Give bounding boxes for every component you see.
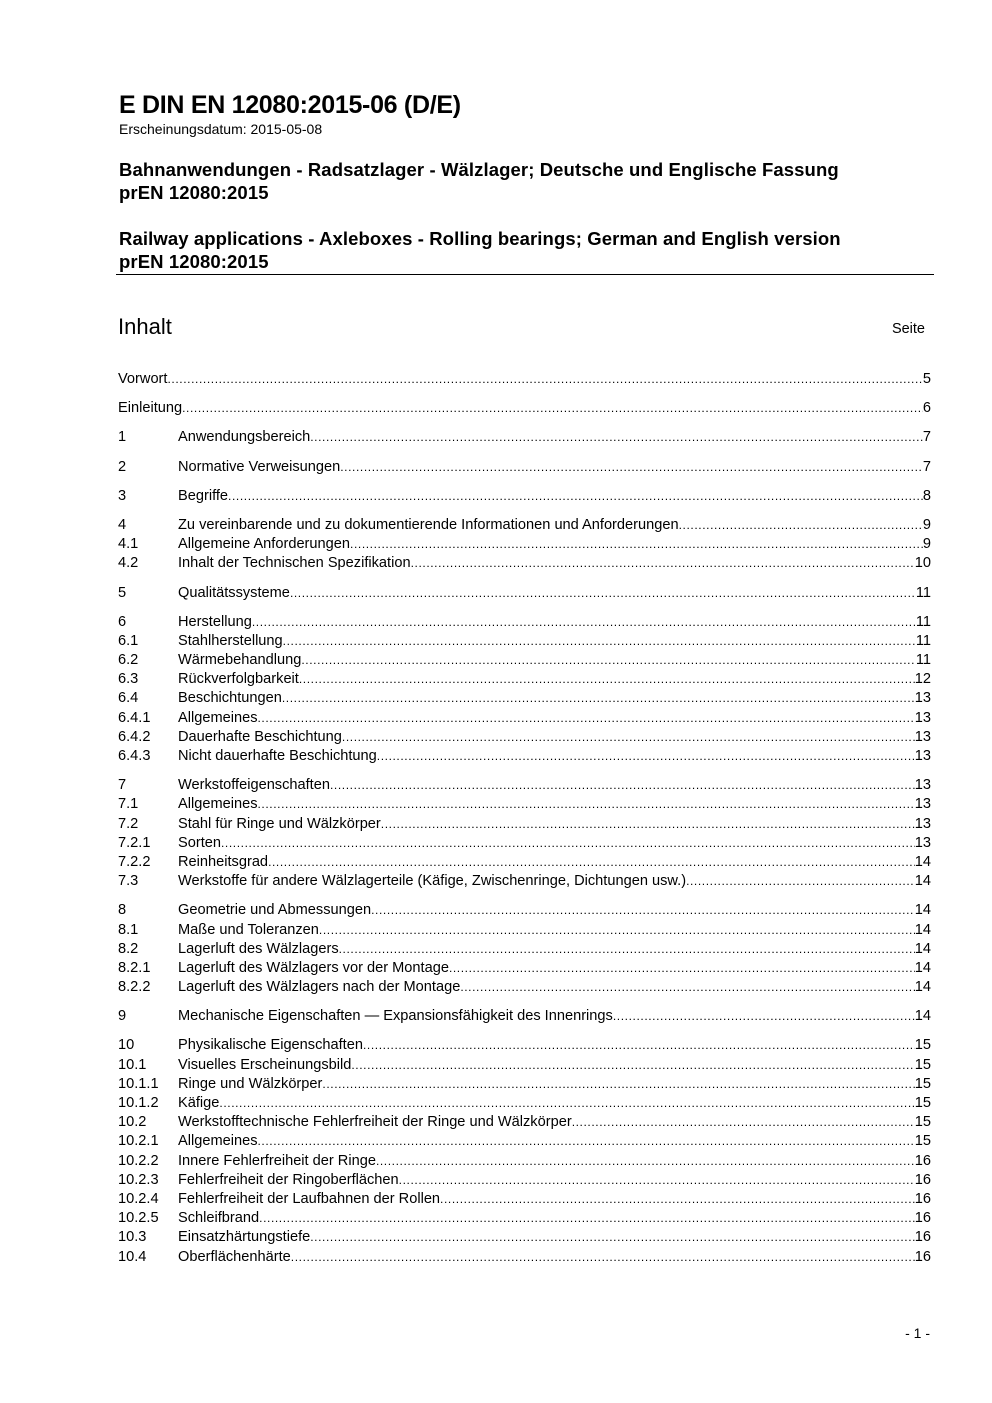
toc-entry-title: Herstellung xyxy=(178,613,252,630)
toc-entry[interactable] xyxy=(118,853,931,872)
toc-entry-title: Zu vereinbarende und zu dokumentierende Informationen und Anforderungen xyxy=(178,516,679,533)
toc-dot-leader xyxy=(258,709,915,728)
toc-entry[interactable] xyxy=(118,978,931,997)
toc-entry[interactable] xyxy=(118,795,931,814)
toc-entry-title: Qualitätssysteme xyxy=(178,584,290,601)
toc-entry-page: 13 xyxy=(914,748,931,764)
toc-entry-page: 16 xyxy=(914,1229,931,1246)
toc-dot-leader xyxy=(376,1152,915,1171)
toc-entry-title: Allgemeine Anforderungen xyxy=(178,536,351,553)
toc-entry[interactable] xyxy=(118,901,931,920)
toc-entry-number: 4.2 xyxy=(118,555,139,572)
toc-entry-title: Fehlerfreiheit der Laufbahnen der Rollen xyxy=(178,1190,441,1207)
toc-entry-number: 8.2.1 xyxy=(118,959,151,976)
toc-entry-number: 1 xyxy=(118,429,127,446)
toc-dot-leader xyxy=(290,584,916,603)
publication-date: Erscheinungsdatum: 2015-05-08 xyxy=(119,121,323,137)
toc-entry-title: Einsatzhärtungstiefe xyxy=(178,1229,311,1246)
toc-page-label: Seite xyxy=(891,321,925,337)
toc-entry-page: 15 xyxy=(914,1037,931,1054)
toc-entry-page: 5 xyxy=(922,371,931,387)
toc-entry-title: Physikalische Eigenschaften xyxy=(178,1037,363,1054)
toc-entry-number: 6.1 xyxy=(118,632,139,649)
toc-entry-page: 11 xyxy=(915,652,931,669)
toc-dot-leader xyxy=(371,901,915,920)
toc-entry-number: 10.2.3 xyxy=(118,1171,159,1188)
toc-entry[interactable] xyxy=(118,632,931,651)
toc-dot-leader xyxy=(167,370,922,389)
toc-dot-leader xyxy=(319,921,915,940)
toc-entry-title: Lagerluft des Wälzlagers xyxy=(178,940,339,957)
toc-entry[interactable] xyxy=(118,940,931,959)
toc-entry-number: 7.2.1 xyxy=(118,834,151,851)
toc-dot-leader xyxy=(221,834,915,853)
toc-entry-number: 6.3 xyxy=(118,671,139,688)
toc-entry[interactable] xyxy=(118,428,931,447)
toc-entry-number: 7.2.2 xyxy=(118,853,151,870)
toc-entry-page: 15 xyxy=(914,1133,931,1150)
toc-entry[interactable] xyxy=(118,535,931,554)
toc-dot-leader xyxy=(258,1132,915,1151)
toc-entry[interactable] xyxy=(118,728,931,747)
page-number: - 1 - xyxy=(905,1325,930,1341)
toc-entry-page: 11 xyxy=(915,632,931,649)
toc-dot-leader xyxy=(282,689,915,708)
toc-entry[interactable] xyxy=(118,872,931,891)
toc-entry[interactable] xyxy=(118,1132,931,1151)
toc-entry-title: Lagerluft des Wälzlagers vor der Montage xyxy=(178,959,449,976)
toc-entry-number: 10.1.2 xyxy=(118,1095,159,1111)
toc-entry-title: Fehlerfreiheit der Ringoberflächen xyxy=(178,1171,399,1188)
toc-dot-leader xyxy=(377,747,915,766)
toc-entry-title: Mechanische Eigenschaften — Expansionsfähigkeit des Innenrings xyxy=(178,1008,613,1025)
toc-dot-leader xyxy=(679,516,923,535)
toc-entry-page: 13 xyxy=(914,815,931,832)
toc-entry-title: Schleifbrand xyxy=(178,1210,260,1227)
toc-entry[interactable] xyxy=(118,747,931,766)
toc-entry-page: 9 xyxy=(922,516,931,533)
toc-dot-leader xyxy=(350,535,923,554)
toc-entry-page: 15 xyxy=(914,1075,931,1092)
toc-heading: Inhalt xyxy=(118,314,172,339)
toc-dot-leader xyxy=(449,959,915,978)
toc-entry-number: 6 xyxy=(118,613,127,630)
toc-entry-number: 10.1.1 xyxy=(118,1075,159,1092)
toc-entry-number: 7 xyxy=(118,777,127,794)
toc-entry-number: 10.2 xyxy=(118,1114,147,1131)
toc-entry-title: Allgemeines xyxy=(178,709,258,726)
toc-dot-leader xyxy=(440,1190,915,1209)
toc-entry-number: 6.4.1 xyxy=(118,709,151,726)
title-english-line-1: Railway applications - Axleboxes - Rolling bearings; German and English version xyxy=(119,228,841,249)
toc-entry-title: Werkstofftechnische Fehlerfreiheit der Ringe und Wälzkörper xyxy=(178,1114,572,1131)
toc-entry-page: 13 xyxy=(914,796,931,813)
toc-dot-leader xyxy=(291,1248,915,1267)
toc-entry-page: 13 xyxy=(914,728,931,745)
toc-dot-leader xyxy=(228,487,923,506)
toc-dot-leader xyxy=(283,632,916,651)
toc-entry[interactable] xyxy=(118,776,931,795)
toc-entry[interactable] xyxy=(118,1228,931,1247)
toc-entry-page: 15 xyxy=(914,1056,931,1073)
toc-entry-page: 16 xyxy=(914,1248,931,1265)
toc-entry-page: 12 xyxy=(914,671,931,688)
toc-entry-title: Maße und Toleranzen xyxy=(178,921,319,938)
toc-entry-page: 14 xyxy=(914,1008,931,1025)
toc-entry-number: 10.1 xyxy=(118,1056,147,1073)
toc-dot-leader xyxy=(258,795,915,814)
toc-entry-page: 16 xyxy=(914,1152,931,1169)
toc-entry-title: Beschichtungen xyxy=(178,690,282,707)
toc-entry[interactable] xyxy=(118,1190,931,1209)
toc-dot-leader xyxy=(299,670,915,689)
toc-entry-title: Visuelles Erscheinungsbild xyxy=(178,1056,352,1073)
toc-dot-leader xyxy=(411,554,915,573)
toc-entry-number: 8.2.2 xyxy=(118,979,151,996)
toc-entry-title: Werkstoffe für andere Wälzlagerteile (Käfige, Zwischenringe, Dichtungen usw.) xyxy=(178,873,687,890)
toc-entry[interactable] xyxy=(118,516,931,535)
toc-entry-page: 14 xyxy=(914,921,931,938)
toc-entry-page: 16 xyxy=(914,1210,931,1227)
toc-entry-number: 2 xyxy=(118,458,127,475)
toc-dot-leader xyxy=(259,1209,915,1228)
title-english-line-2: prEN 12080:2015 xyxy=(119,251,269,272)
toc-entry-number: 4 xyxy=(118,516,127,533)
toc-dot-leader xyxy=(339,940,915,959)
toc-dot-leader xyxy=(686,872,915,891)
toc-entry[interactable] xyxy=(118,709,931,728)
toc-entry[interactable] xyxy=(118,921,931,940)
toc-entry-title: Reinheitsgrad xyxy=(178,853,269,870)
toc-entry-page: 14 xyxy=(914,853,931,870)
toc-entry-page: 13 xyxy=(914,777,931,794)
toc-entry-number: 9 xyxy=(118,1008,127,1025)
toc-entry-page: 10 xyxy=(914,555,931,572)
toc-entry-title: Werkstoffeigenschaften xyxy=(178,777,330,794)
toc-entry-page: 7 xyxy=(922,429,931,446)
toc-dot-leader xyxy=(572,1113,915,1132)
title-german xyxy=(119,158,839,204)
title-german-line-2: prEN 12080:2015 xyxy=(119,182,269,203)
toc-entry-number: 10.4 xyxy=(118,1248,147,1265)
toc-entry[interactable] xyxy=(118,1075,931,1094)
toc-entry-page: 14 xyxy=(914,873,931,890)
table-of-contents xyxy=(118,370,931,1267)
toc-entry[interactable] xyxy=(118,1094,931,1113)
toc-entry-title: Käfige xyxy=(178,1095,220,1111)
toc-entry-title: Stahl für Ringe und Wälzkörper xyxy=(178,815,381,832)
toc-entry-page: 13 xyxy=(914,690,931,707)
toc-entry-title: Oberflächenhärte xyxy=(178,1248,291,1265)
toc-entry-number: 10.2.5 xyxy=(118,1210,159,1227)
title-english xyxy=(119,227,841,273)
toc-entry-number: 6.4 xyxy=(118,690,139,707)
toc-entry-title: Innere Fehlerfreiheit der Ringe xyxy=(178,1152,376,1169)
toc-entry-page: 14 xyxy=(914,959,931,976)
toc-entry[interactable] xyxy=(118,487,931,506)
toc-entry-number: 4.1 xyxy=(118,536,139,553)
toc-entry[interactable] xyxy=(118,834,931,853)
toc-dot-leader xyxy=(310,428,923,447)
toc-entry-title: Anwendungsbereich xyxy=(178,429,311,446)
toc-entry[interactable] xyxy=(118,458,931,477)
toc-entry[interactable] xyxy=(118,959,931,978)
toc-dot-leader xyxy=(322,1075,914,1094)
toc-entry-title: Einleitung xyxy=(118,400,183,417)
toc-entry-number: 6.2 xyxy=(118,652,139,669)
toc-dot-leader xyxy=(342,728,915,747)
toc-entry-number: 10 xyxy=(118,1037,135,1054)
document-id: E DIN EN 12080:2015-06 (D/E) xyxy=(119,91,461,119)
toc-entry-title: Sorten xyxy=(178,834,221,851)
toc-entry-page: 14 xyxy=(914,979,931,996)
toc-entry-page: 14 xyxy=(914,902,931,919)
toc-dot-leader xyxy=(219,1094,914,1113)
toc-entry[interactable] xyxy=(118,1056,931,1075)
toc-dot-leader xyxy=(252,613,916,632)
toc-entry-number: 8.2 xyxy=(118,940,139,957)
toc-entry-title: Ringe und Wälzkörper xyxy=(178,1075,323,1092)
toc-entry-number: 10.2.2 xyxy=(118,1152,159,1169)
toc-entry-number: 10.2.1 xyxy=(118,1133,159,1150)
toc-entry[interactable] xyxy=(118,670,931,689)
toc-entry[interactable] xyxy=(118,1171,931,1190)
toc-entry[interactable] xyxy=(118,815,931,834)
toc-entry[interactable] xyxy=(118,689,931,708)
toc-entry-number: 3 xyxy=(118,487,127,504)
toc-dot-leader xyxy=(340,458,923,477)
toc-entry-title: Geometrie und Abmessungen xyxy=(178,902,372,919)
toc-entry[interactable] xyxy=(118,1113,931,1132)
toc-entry-title: Begriffe xyxy=(178,487,229,504)
toc-entry-title: Allgemeines xyxy=(178,796,258,813)
toc-entry-number: 7.2 xyxy=(118,815,139,832)
toc-entry-title: Dauerhafte Beschichtung xyxy=(178,728,342,745)
toc-entry-title: Inhalt der Technischen Spezifikation xyxy=(178,555,411,572)
toc-dot-leader xyxy=(460,978,914,997)
toc-entry-number: 6.4.3 xyxy=(118,748,151,764)
toc-dot-leader xyxy=(310,1228,915,1247)
toc-entry[interactable] xyxy=(118,1036,931,1055)
toc-entry-title: Normative Verweisungen xyxy=(178,458,341,475)
toc-entry[interactable] xyxy=(118,584,931,603)
toc-entry[interactable] xyxy=(118,1209,931,1228)
toc-entry-title: Stahlherstellung xyxy=(178,632,283,649)
toc-entry-number: 6.4.2 xyxy=(118,728,151,745)
toc-entry[interactable] xyxy=(118,554,931,573)
toc-entry-number: 7.3 xyxy=(118,873,139,890)
toc-entry-number: 10.3 xyxy=(118,1229,147,1246)
toc-entry-number: 8.1 xyxy=(118,921,139,938)
toc-entry-page: 16 xyxy=(914,1190,931,1207)
toc-entry[interactable] xyxy=(118,1007,931,1026)
toc-entry-page: 14 xyxy=(914,940,931,957)
toc-entry-page: 15 xyxy=(914,1114,931,1131)
toc-entry[interactable] xyxy=(118,613,931,632)
toc-entry-page: 11 xyxy=(915,584,931,601)
toc-entry-page: 15 xyxy=(914,1095,931,1111)
toc-entry-title: Lagerluft des Wälzlagers nach der Montage xyxy=(178,979,461,996)
toc-entry[interactable] xyxy=(118,399,931,418)
toc-entry-page: 6 xyxy=(922,400,931,417)
toc-dot-leader xyxy=(182,399,923,418)
toc-entry[interactable] xyxy=(118,1248,931,1267)
toc-entry-page: 11 xyxy=(915,613,931,630)
toc-entry-title: Vorwort xyxy=(118,371,168,387)
title-german-line-1: Bahnanwendungen - Radsatzlager - Wälzlager; Deutsche und Englische Fassung xyxy=(119,159,839,180)
header-divider xyxy=(116,274,934,275)
toc-entry[interactable] xyxy=(118,651,931,670)
toc-dot-leader xyxy=(351,1056,914,1075)
toc-entry-title: Allgemeines xyxy=(178,1133,258,1150)
toc-entry-title: Rückverfolgbarkeit xyxy=(178,671,299,688)
toc-entry[interactable] xyxy=(118,1152,931,1171)
toc-dot-leader xyxy=(613,1007,915,1026)
toc-entry-page: 9 xyxy=(922,536,931,553)
toc-dot-leader xyxy=(399,1171,915,1190)
toc-entry-page: 7 xyxy=(922,458,931,475)
toc-entry-page: 13 xyxy=(914,709,931,726)
toc-entry-number: 5 xyxy=(118,584,127,601)
toc-dot-leader xyxy=(381,815,915,834)
toc-entry-title: Wärmebehandlung xyxy=(178,652,302,669)
toc-dot-leader xyxy=(363,1036,915,1055)
toc-dot-leader xyxy=(330,776,915,795)
toc-entry-number: 8 xyxy=(118,902,127,919)
toc-dot-leader xyxy=(268,853,915,872)
toc-entry-number: 7.1 xyxy=(118,796,139,813)
toc-entry-number: 10.2.4 xyxy=(118,1190,159,1207)
toc-entry-page: 8 xyxy=(922,487,931,504)
toc-entry[interactable] xyxy=(118,370,931,389)
toc-entry-page: 16 xyxy=(914,1171,931,1188)
toc-dot-leader xyxy=(301,651,916,670)
toc-entry-title: Nicht dauerhafte Beschichtung xyxy=(178,748,377,764)
toc-entry-page: 13 xyxy=(914,834,931,851)
